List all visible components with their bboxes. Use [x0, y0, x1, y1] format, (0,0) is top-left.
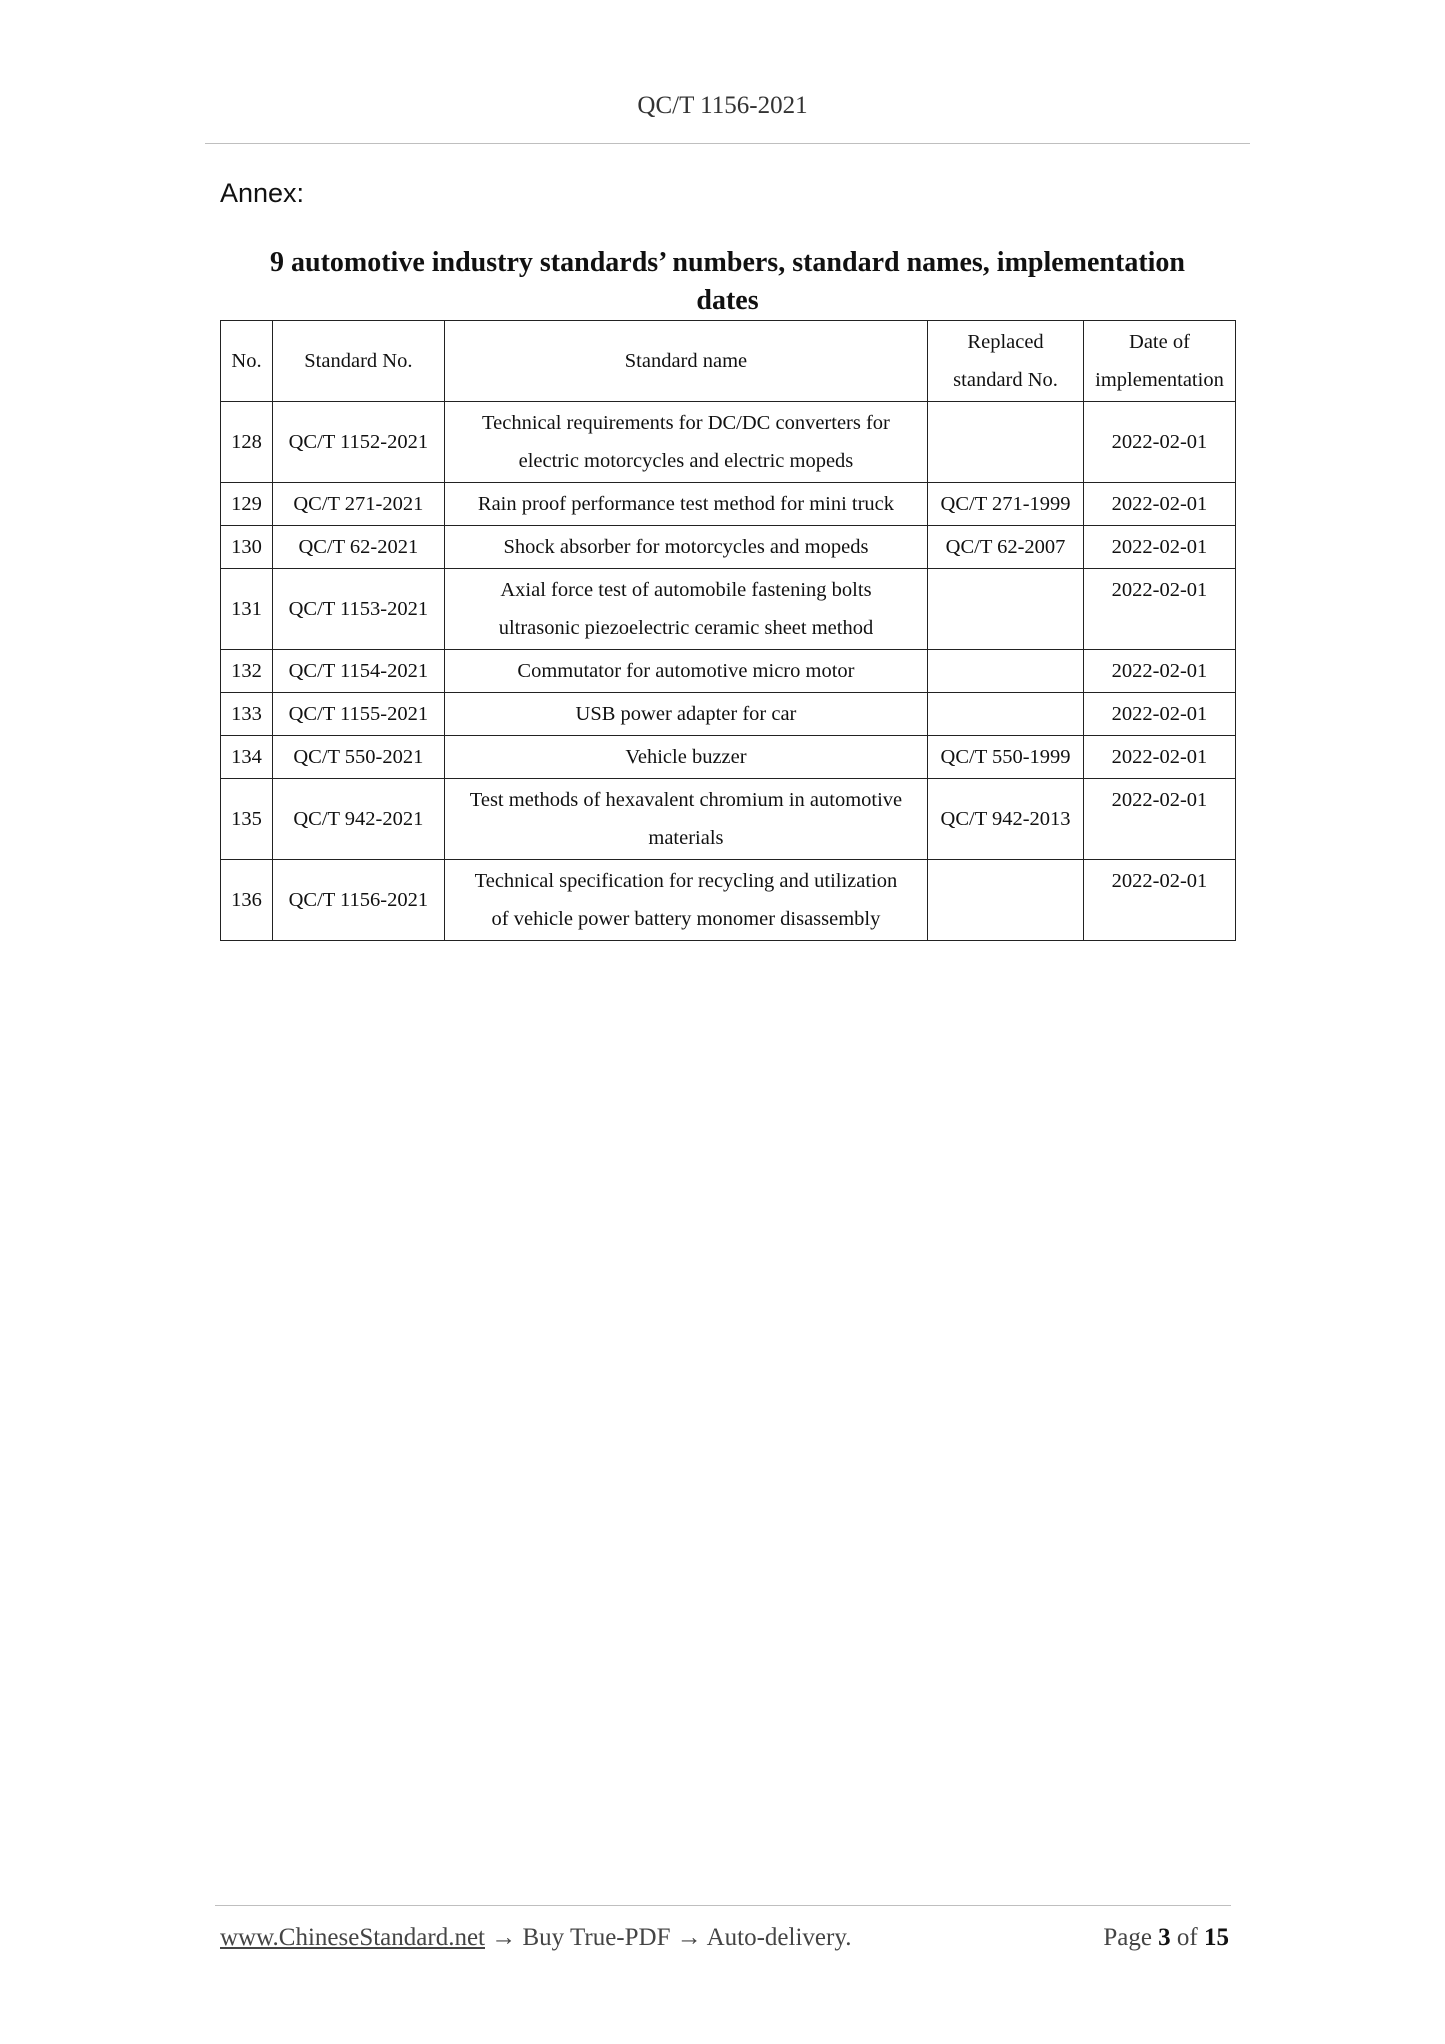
cell-date: 2022-02-01	[1083, 779, 1235, 860]
header-replaced-line1: Replaced	[967, 331, 1044, 353]
document-title-line1: 9 automotive industry standards’ numbers, standard names, implementation	[270, 247, 1185, 278]
table-row	[221, 402, 1236, 483]
cell-standard-no: QC/T 1156-2021	[272, 860, 444, 941]
cell-no: 129	[221, 483, 273, 526]
name-line2: of vehicle power battery monomer disassembly	[491, 908, 881, 930]
arrow-right-icon: →	[491, 1924, 517, 1951]
cell-standard-no: QC/T 942-2021	[272, 779, 444, 860]
cell-replaced: QC/T 942-2013	[928, 779, 1084, 860]
cell-standard-no: QC/T 1152-2021	[272, 402, 444, 483]
table-row	[221, 526, 1236, 569]
running-header: QC/T 1156-2021	[637, 92, 808, 119]
cell-no: 135	[221, 779, 273, 860]
name-line1: Axial force test of automobile fastening bolts	[500, 579, 872, 601]
cell-standard-name: Vehicle buzzer	[444, 736, 927, 779]
cell-no: 133	[221, 693, 273, 736]
cell-replaced	[928, 650, 1084, 693]
header-date-line2: implementation	[1095, 369, 1224, 391]
of-word: of	[1176, 1924, 1198, 1951]
cell-replaced: QC/T 550-1999	[928, 736, 1084, 779]
cell-standard-name: Rain proof performance test method for mini truck	[444, 483, 927, 526]
cell-standard-no: QC/T 271-2021	[272, 483, 444, 526]
cell-standard-no: QC/T 550-2021	[272, 736, 444, 779]
cell-no: 132	[221, 650, 273, 693]
cell-standard-no: QC/T 1153-2021	[272, 569, 444, 650]
header-standard-name: Standard name	[444, 321, 927, 402]
buy-true-pdf-text: Buy True-PDF	[522, 1924, 671, 1951]
cell-date: 2022-02-01	[1083, 483, 1235, 526]
name-line2: materials	[648, 827, 724, 849]
cell-replaced	[928, 860, 1084, 941]
cell-date: 2022-02-01	[1083, 569, 1235, 650]
footer-divider	[215, 1905, 1231, 1906]
table-header-row	[221, 321, 1236, 402]
cell-no: 134	[221, 736, 273, 779]
website-link[interactable]: www.ChineseStandard.net	[220, 1924, 485, 1951]
cell-standard-name: USB power adapter for car	[444, 693, 927, 736]
cell-date: 2022-02-01	[1083, 526, 1235, 569]
cell-standard-name	[444, 860, 927, 941]
header-no: No.	[221, 321, 273, 402]
name-line2: electric motorcycles and electric mopeds	[518, 450, 854, 472]
table-row	[221, 483, 1236, 526]
cell-date: 2022-02-01	[1083, 650, 1235, 693]
cell-replaced	[928, 693, 1084, 736]
cell-standard-name	[444, 402, 927, 483]
standards-table	[220, 320, 1236, 941]
footer-promo	[220, 1924, 851, 1952]
cell-standard-name	[444, 569, 927, 650]
cell-standard-name: Shock absorber for motorcycles and mopeds	[444, 526, 927, 569]
cell-no: 136	[221, 860, 273, 941]
name-line1: Technical specification for recycling and utilization	[474, 870, 898, 892]
name-line2: ultrasonic piezoelectric ceramic sheet method	[498, 617, 874, 639]
header-replaced	[928, 321, 1084, 402]
cell-replaced: QC/T 62-2007	[928, 526, 1084, 569]
page-total: 15	[1204, 1924, 1229, 1951]
name-line1: Test methods of hexavalent chromium in automotive	[469, 789, 903, 811]
document-title	[240, 244, 1215, 320]
cell-replaced: QC/T 271-1999	[928, 483, 1084, 526]
annex-label: Annex:	[220, 178, 305, 208]
cell-standard-name	[444, 779, 927, 860]
table-row	[221, 779, 1236, 860]
document-title-line2: dates	[696, 285, 759, 316]
cell-date: 2022-02-01	[1083, 860, 1235, 941]
cell-date: 2022-02-01	[1083, 736, 1235, 779]
header-replaced-line2: standard No.	[953, 369, 1058, 391]
cell-no: 131	[221, 569, 273, 650]
cell-date: 2022-02-01	[1083, 402, 1235, 483]
cell-no: 128	[221, 402, 273, 483]
page-current: 3	[1158, 1924, 1171, 1951]
header-date-line1: Date of	[1129, 331, 1190, 353]
header-standard-no: Standard No.	[272, 321, 444, 402]
cell-standard-name: Commutator for automotive micro motor	[444, 650, 927, 693]
cell-standard-no: QC/T 1155-2021	[272, 693, 444, 736]
cell-standard-no: QC/T 1154-2021	[272, 650, 444, 693]
header-divider	[205, 143, 1250, 144]
table-row	[221, 860, 1236, 941]
name-line1: Technical requirements for DC/DC converters for	[482, 412, 890, 434]
table-row	[221, 650, 1236, 693]
cell-date: 2022-02-01	[1083, 693, 1235, 736]
page-word: Page	[1103, 1924, 1152, 1951]
arrow-right-icon: →	[676, 1924, 702, 1951]
cell-replaced	[928, 402, 1084, 483]
cell-replaced	[928, 569, 1084, 650]
table-row	[221, 569, 1236, 650]
auto-delivery-text: Auto-delivery.	[706, 1924, 852, 1951]
cell-no: 130	[221, 526, 273, 569]
header-date	[1083, 321, 1235, 402]
cell-standard-no: QC/T 62-2021	[272, 526, 444, 569]
table-row	[221, 693, 1236, 736]
table-row	[221, 736, 1236, 779]
page-indicator	[1103, 1924, 1229, 1952]
